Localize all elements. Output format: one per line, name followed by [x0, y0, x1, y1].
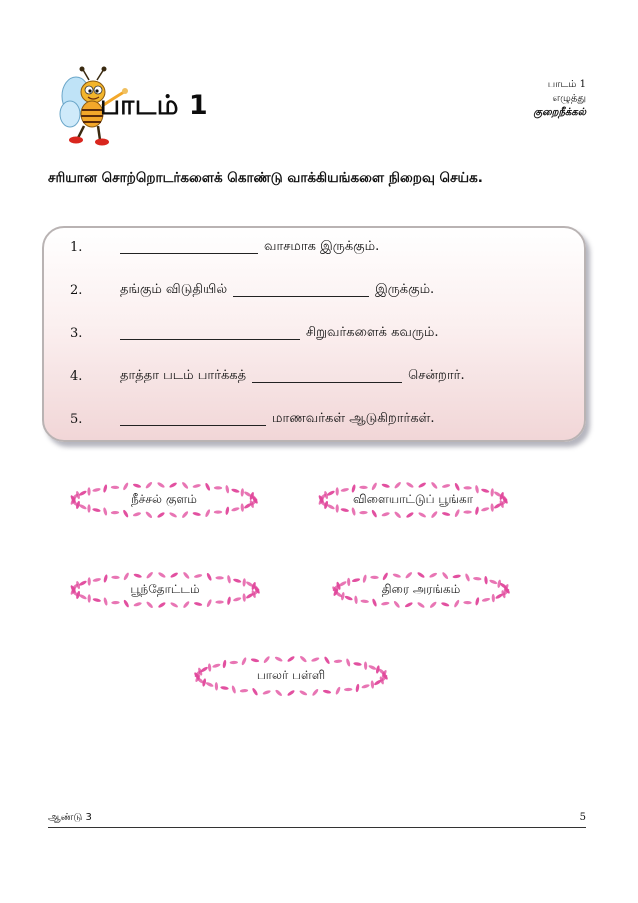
- footer-divider: [48, 827, 586, 828]
- questions-panel: [42, 226, 586, 442]
- header-meta: [533, 78, 586, 120]
- answer-option[interactable]: [66, 478, 262, 522]
- answer-option-label: திரை அரங்கம்: [381, 582, 461, 596]
- skill-label: குறைநீக்கல்: [533, 107, 586, 118]
- question-text-after: சென்றார்.: [408, 368, 465, 383]
- answer-option[interactable]: [66, 568, 264, 612]
- question-number: 4.: [70, 368, 83, 384]
- question-text-after: வாசமாக இருக்கும்.: [264, 239, 380, 254]
- question-text-after: மாணவர்கள் ஆடுகிறார்கள்.: [272, 411, 435, 426]
- answer-option[interactable]: [314, 478, 512, 522]
- question-text-after: சிறுவர்களைக் கவரும்.: [306, 325, 439, 340]
- answer-option-label: பாலர் பள்ளி: [256, 668, 326, 682]
- question-number: 5.: [70, 411, 83, 427]
- question-number: 3.: [70, 325, 83, 341]
- answer-blank[interactable]: [120, 239, 258, 254]
- lesson-label: பாடம் 1: [547, 79, 586, 90]
- footer-year: ஆண்டு 3: [48, 812, 92, 823]
- answer-blank[interactable]: [120, 325, 300, 340]
- question-text-after: இருக்கும்.: [375, 282, 435, 297]
- answer-option[interactable]: [328, 568, 514, 612]
- question-number: 1.: [70, 239, 83, 255]
- answer-blank[interactable]: [252, 368, 402, 383]
- answer-blank[interactable]: [120, 411, 266, 426]
- answer-option-label: விளையாட்டுப் பூங்கா: [352, 492, 473, 506]
- question-number: 2.: [70, 282, 83, 298]
- page-number: 5: [579, 812, 586, 823]
- question-text-before: தங்கும் விடுதியில்: [120, 282, 228, 297]
- subject-label: எழுத்து: [552, 93, 586, 104]
- answer-option-label: நீச்சல் குளம்: [131, 492, 197, 506]
- question-text-before: தாத்தா படம் பார்க்கத்: [120, 368, 247, 383]
- answer-blank[interactable]: [233, 282, 369, 297]
- answer-option[interactable]: [190, 652, 392, 700]
- answer-option-label: பூந்தோட்டம்: [130, 582, 200, 596]
- lesson-title: பாடம் 1: [100, 90, 209, 121]
- instruction-text: சரியான சொற்றொடர்களைக் கொண்டு வாக்கியங்களை நிறைவு செய்க.: [48, 170, 483, 186]
